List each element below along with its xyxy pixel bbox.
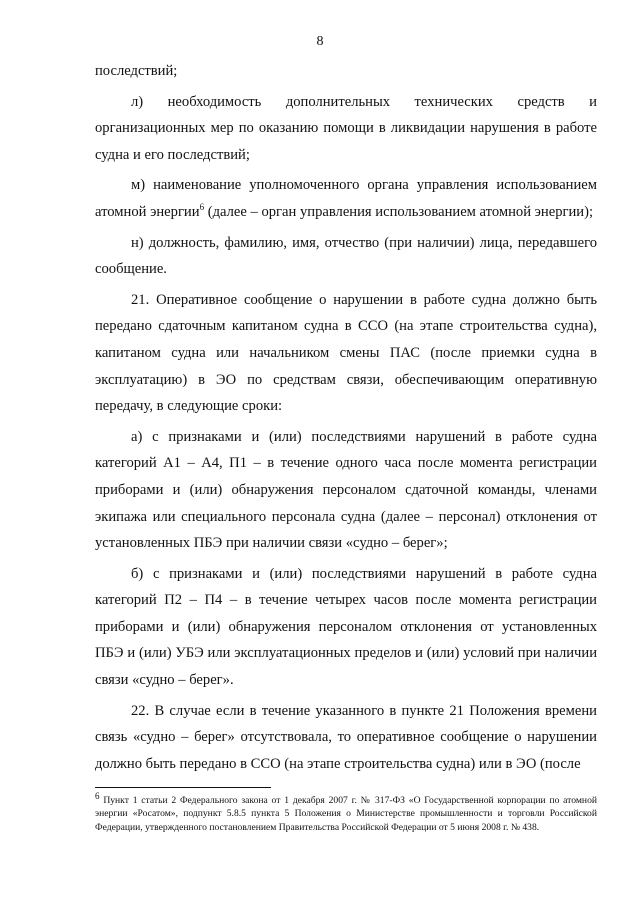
footnote-divider: [95, 787, 271, 788]
clause-21: 21. Оперативное сообщение о нарушении в работе судна должно быть передано сдаточным капитаном судна в ССО (на этапе строительства судна), капитаном судна или начальником смены ПАС (после приемки судна в эксплуатацию) в ЭО по средствам связи, обеспечивающим оперативную передачу, в следующие сроки:: [95, 291, 597, 415]
footnote-text: Пункт 1 статьи 2 Федерального закона от 1 декабря 2007 г. № 317-ФЗ «О Государственной корпорации по атомной энергии «Росатом», подпункт 5.8.5 пункта 5 Положения о Министерстве промышленности и торговли Российской Федерации, утвержденного постановлением Правительства Российской Федерации от 5 июня 2008 г. № 438.: [95, 795, 598, 833]
clause-21-item-b: б) с признаками и (или) последствиями нарушений в работе судна категорий П2 – П4 – в течение четырех часов после момента регистрации приборами и (или) обнаружения персоналом отклонения от установленных ПБЭ и (или) УБЭ или эксплуатационных пределов и (или) условий при наличии связи «судно – берег».: [95, 565, 597, 689]
clause-21-item-a: а) с признаками и (или) последствиями нарушений в работе судна категорий А1 – А4, П1 – в течение одного часа после момента регистрации приборами и (или) обнаружения персоналом сдаточной команды, членами экипажа или специального персонала судна (далее – персонал) отклонения от установленных ПБЭ при наличии связи «судно – берег»;: [95, 428, 597, 552]
footnote: [95, 790, 598, 834]
page-number: 8: [316, 34, 324, 49]
paragraph-continuation: последствий;: [95, 63, 178, 79]
list-item-m-text: м) наименование уполномоченного органа управления использованием: [131, 177, 597, 194]
list-item-l: л) необходимость дополнительных технических средств и организационных мер по оказанию помощи в ликвидации нарушения в работе судна и его последствий;: [95, 93, 597, 163]
list-item-m-text-tail: (далее – орган управления использованием атомной энергии);: [207, 203, 594, 220]
body-text: [95, 58, 597, 777]
clause-22: 22. В случае если в течение указанного в пункте 21 Положения времени связь «судно – берег» отсутствовала, то оперативное сообщение о нарушении должно быть передано в ССО (на этапе строительства судна) или в ЭО (после: [95, 702, 597, 772]
list-item-m: [95, 172, 597, 225]
list-item-n: н) должность, фамилию, имя, отчество (при наличии) лица, передавшего сообщение.: [95, 234, 597, 278]
list-item-m-text-end: атомной энергии: [95, 203, 200, 220]
footnote-reference[interactable]: 6: [199, 202, 205, 213]
footnote-marker: 6: [95, 790, 100, 801]
